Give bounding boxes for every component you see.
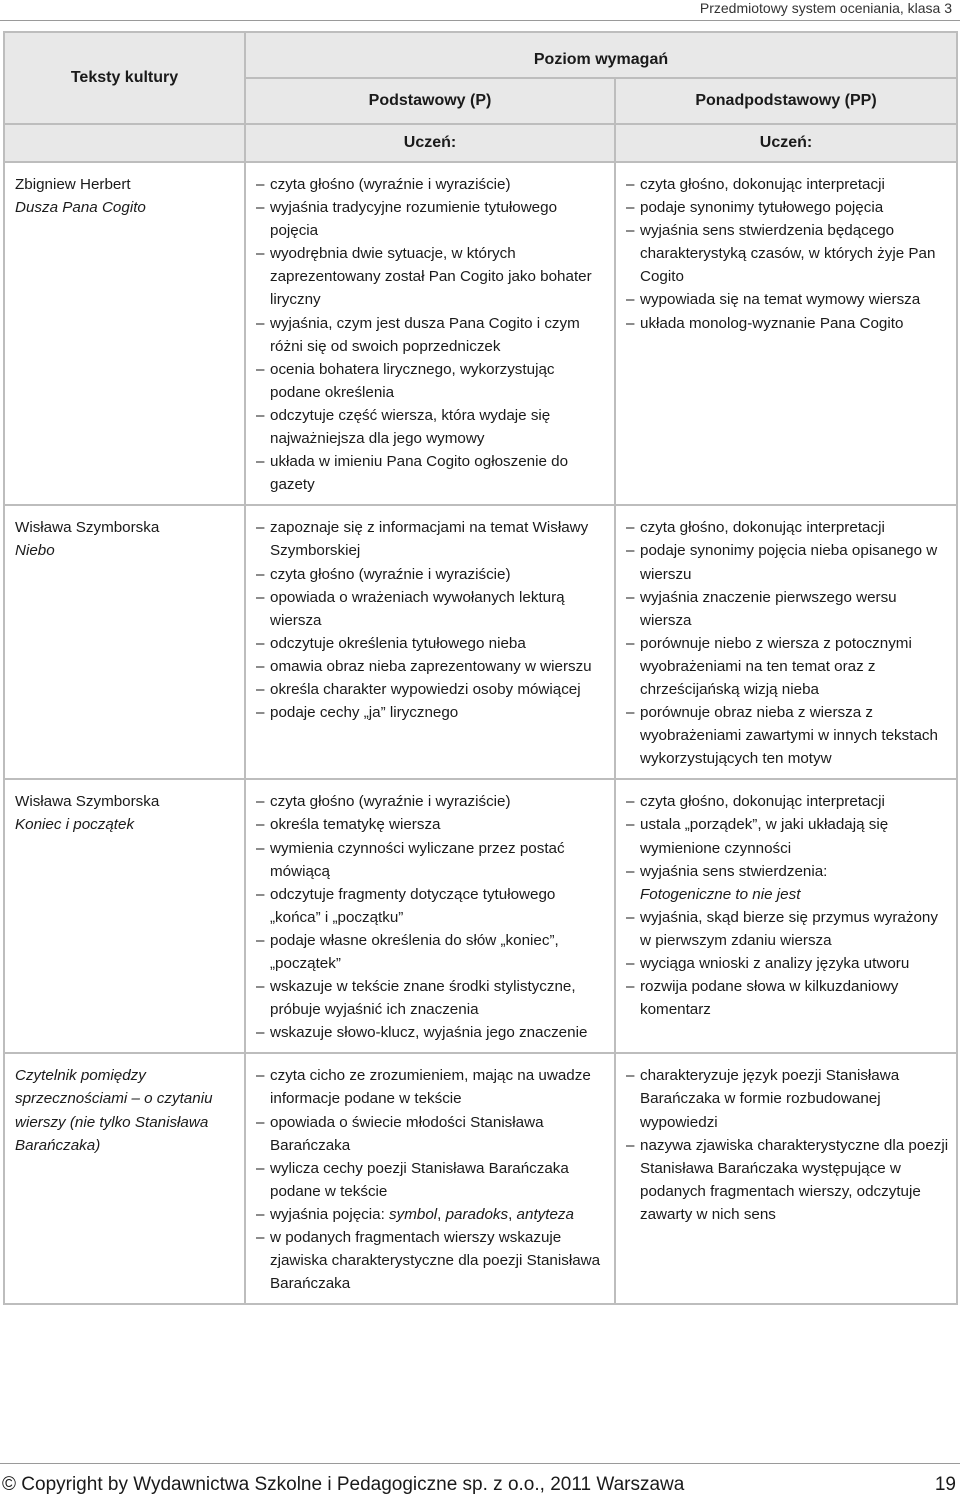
list-item: – wypowiada się na temat wymowy wiersza — [626, 288, 950, 311]
list-item: – wyjaśnia znaczenie pierwszego wersu wiersza — [626, 586, 950, 632]
list-item: – rozwija podane słowa w kilkuzdaniowy komentarz — [626, 975, 950, 1021]
list-item: – podaje własne określenia do słów „koniec”, „początek” — [256, 929, 608, 975]
table-row — [4, 162, 957, 505]
list-item: – charakteryzuje język poezji Stanisława Barańczaka w formie rozbudowanej wypowiedzi — [626, 1064, 950, 1133]
header-student-blank — [4, 124, 245, 162]
list-item: – wyciąga wnioski z analizy języka utworu — [626, 952, 950, 975]
advanced-cell — [615, 1053, 957, 1304]
list-item: – określa tematykę wiersza — [256, 813, 608, 836]
list-item: – opowiada o świecie młodości Stanisława Barańczaka — [256, 1111, 608, 1157]
advanced-cell — [615, 779, 957, 1053]
header-level-title: Poziom wymagań — [245, 32, 957, 78]
table-row — [4, 779, 957, 1053]
term: antyteza — [516, 1205, 574, 1223]
list-item: – wyjaśnia, czym jest dusza Pana Cogito i czym różni się od swoich poprzedniczek — [256, 312, 608, 358]
list-item: – ustala „porządek”, w jaki układają się wymienione czynności — [626, 813, 950, 859]
list-item: – opowiada o wrażeniach wywołanych lekturą wiersza — [256, 586, 608, 632]
work-title: Niebo — [15, 542, 55, 560]
list-item: – nazywa zjawiska charakterystyczne dla poezji Stanisława Barańczaka występujące w podanych fragmentach wierszy, odczytuje zawarty w nich sens — [626, 1134, 950, 1226]
header-rule — [0, 20, 960, 21]
basic-cell — [245, 1053, 615, 1304]
list-item: – ocenia bohatera lirycznego, wykorzystując podane określenia — [256, 358, 608, 404]
basic-cell — [245, 505, 615, 779]
list-item: – czyta cicho ze zrozumieniem, mając na uwadze informacje podane w tekście — [256, 1064, 608, 1110]
list-item: – czyta głośno (wyraźnie i wyraziście) — [256, 563, 608, 586]
list-item: – określa charakter wypowiedzi osoby mówiącej — [256, 678, 608, 701]
running-header: Przedmiotowy system oceniania, klasa 3 — [699, 0, 952, 16]
list-item: – zapoznaje się z informacjami na temat Wisławy Szymborskiej — [256, 516, 608, 562]
work-title: Czytelnik pomiędzy sprzecznościami – o czytaniu wierszy (nie tylko Stanisława Barańczaka) — [15, 1067, 213, 1154]
list-item-text: wyjaśnia sens stwierdzenia: — [640, 862, 828, 880]
list-item: – omawia obraz nieba zaprezentowany w wierszu — [256, 655, 608, 678]
quote-text: Fotogeniczne to nie jest — [640, 885, 801, 903]
author-name: Wisława Szymborska — [15, 519, 160, 537]
requirements-table — [3, 31, 958, 1305]
list-item: – wyjaśnia pojęcia: symbol, paradoks, antyteza — [256, 1203, 608, 1226]
footer-rule — [0, 1463, 960, 1464]
list-item: – czyta głośno, dokonując interpretacji — [626, 173, 950, 196]
table-row — [4, 505, 957, 779]
list-item: – wyodrębnia dwie sytuacje, w których zaprezentowany został Pan Cogito jako bohater liryczny — [256, 242, 608, 311]
list-item: – wymienia czynności wyliczane przez postać mówiącą — [256, 837, 608, 883]
basic-cell — [245, 779, 615, 1053]
list-item — [626, 860, 950, 906]
list-item: – czyta głośno, dokonując interpretacji — [626, 516, 950, 539]
advanced-cell — [615, 162, 957, 505]
header-level-basic: Podstawowy (P) — [245, 78, 615, 124]
list-item: – wylicza cechy poezji Stanisława Barańczaka podane w tekście — [256, 1157, 608, 1203]
list-item: – wyjaśnia sens stwierdzenia będącego charakterystyką czasów, w których żyje Pan Cogito — [626, 219, 950, 288]
header-level-advanced: Ponadpodstawowy (PP) — [615, 78, 957, 124]
list-item: – czyta głośno (wyraźnie i wyraziście) — [256, 173, 608, 196]
author-name: Zbigniew Herbert — [15, 176, 131, 193]
list-item: – podaje synonimy pojęcia nieba opisanego w wierszu — [626, 539, 950, 585]
text-cell — [4, 505, 245, 779]
list-item: – układa monolog-wyznanie Pana Cogito — [626, 312, 950, 335]
advanced-cell — [615, 505, 957, 779]
list-item: – wyjaśnia, skąd bierze się przymus wyrażony w pierwszym zdaniu wiersza — [626, 906, 950, 952]
work-title: Koniec i początek — [15, 816, 135, 834]
list-item: – podaje cechy „ja” lirycznego — [256, 701, 608, 724]
basic-cell — [245, 162, 615, 505]
term: paradoks — [445, 1205, 509, 1223]
list-item: – podaje synonimy tytułowego pojęcia — [626, 196, 950, 219]
list-item: – czyta głośno, dokonując interpretacji — [626, 790, 950, 813]
text-cell — [4, 779, 245, 1053]
author-name: Wisława Szymborska — [15, 793, 160, 811]
table-row — [4, 1053, 957, 1304]
list-item: – porównuje niebo z wiersza z potocznymi wyobrażeniami na ten temat oraz z chrześcijańską wizją nieba — [626, 632, 950, 701]
list-item-text: wyjaśnia pojęcia: — [270, 1205, 385, 1223]
text-cell — [4, 1053, 245, 1304]
list-item: – wskazuje w tekście znane środki stylistyczne, próbuje wyjaśnić ich znaczenia — [256, 975, 608, 1021]
header-texts-column: Teksty kultury — [4, 32, 245, 124]
text-cell — [4, 162, 245, 505]
list-item: – wyjaśnia tradycyjne rozumienie tytułowego pojęcia — [256, 196, 608, 242]
header-student-basic: Uczeń: — [245, 124, 615, 162]
list-item: – porównuje obraz nieba z wiersza z wyobrażeniami zawartymi w innych tekstach wykorzystujących ten motyw — [626, 701, 950, 770]
header-student-advanced: Uczeń: — [615, 124, 957, 162]
list-item: – odczytuje określenia tytułowego nieba — [256, 632, 608, 655]
list-item: – czyta głośno (wyraźnie i wyraziście) — [256, 790, 608, 813]
work-title: Dusza Pana Cogito — [15, 199, 146, 217]
page-number: 19 — [934, 1474, 956, 1495]
term: symbol — [389, 1205, 438, 1223]
copyright-notice: © Copyright by Wydawnictwa Szkolne i Pedagogiczne sp. z o.o., 2011 Warszawa — [2, 1474, 685, 1495]
list-item: – odczytuje fragmenty dotyczące tytułowego „końca” i „początku” — [256, 883, 608, 929]
list-item: – układa w imieniu Pana Cogito ogłoszenie do gazety — [256, 450, 608, 496]
list-item: – odczytuje część wiersza, która wydaje się najważniejsza dla jego wymowy — [256, 404, 608, 450]
list-item: – w podanych fragmentach wierszy wskazuje zjawiska charakterystyczne dla poezji Stanisława Barańczaka — [256, 1226, 608, 1295]
list-item: – wskazuje słowo-klucz, wyjaśnia jego znaczenie — [256, 1021, 608, 1044]
